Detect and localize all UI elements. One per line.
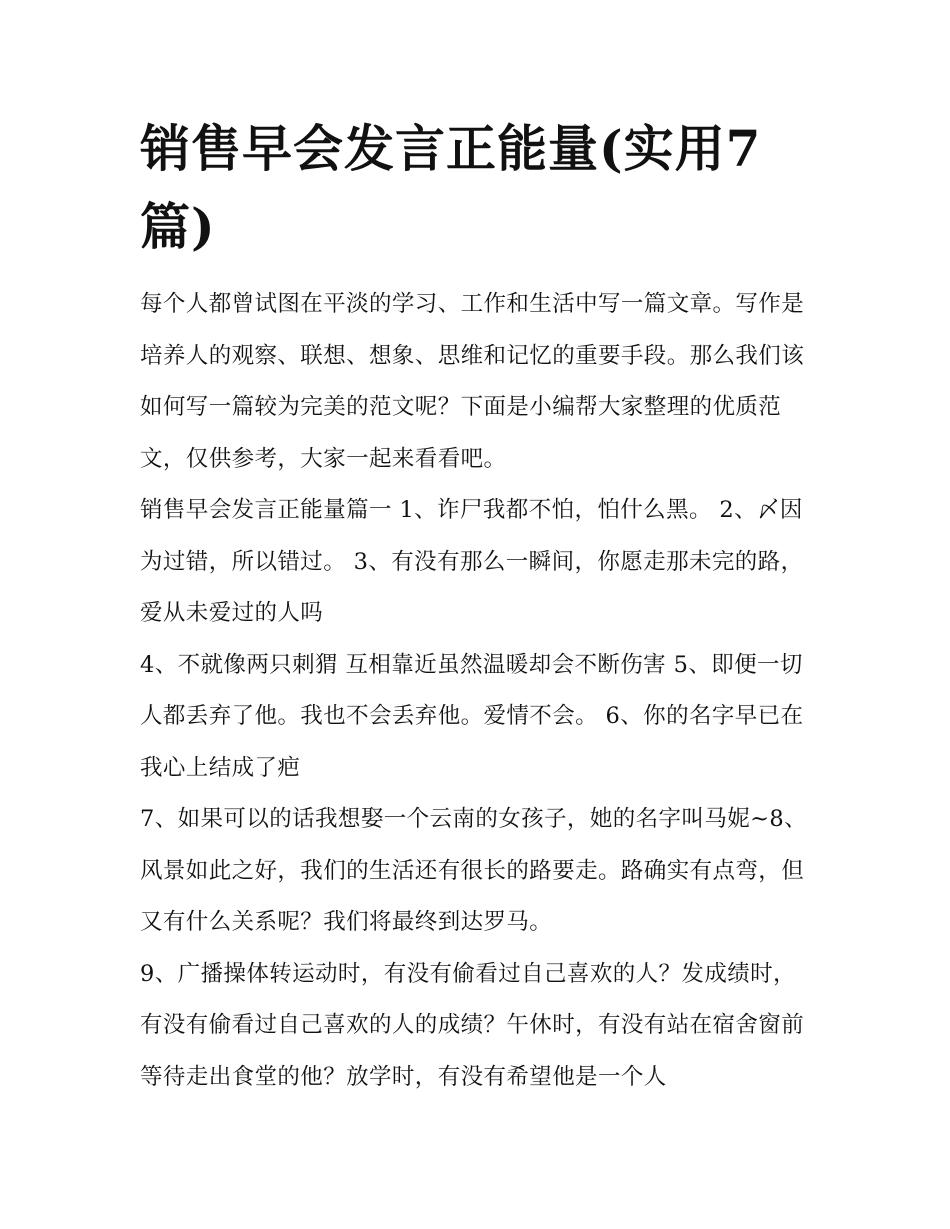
- body-paragraph: 4、不就像两只刺猬 互相靠近虽然温暖却会不断伤害 5、即便一切人都丢弃了他。我也不会丢弃他。爱情不会。 6、你的名字早已在我心上结成了疤: [140, 651, 804, 781]
- body-paragraph: 7、如果可以的话我想娶一个云南的女孩子，她的名字叫马妮~8、风景如此之好，我们的生活还有很长的路要走。路确实有点弯，但又有什么关系呢？我们将最终到达罗马。: [140, 806, 807, 935]
- body-paragraph: 销售早会发言正能量篇一 1、诈尸我都不怕，怕什么黑。 2、〆因为过错，所以错过。 3、有没有那么一瞬间，你愿走那未完的路，爱从未爱过的人吗: [140, 497, 804, 626]
- intro-paragraph: 每个人都曾试图在平淡的学习、工作和生活中写一篇文章。写作是培养人的观察、联想、想象、思维和记忆的重要手段。那么我们该如何写一篇较为完美的范文呢？下面是小编帮大家整理的优质范文，仅供参考，大家一起来看看吧。: [140, 291, 805, 472]
- document-title: 销售早会发言正能量(实用7篇): [140, 119, 762, 256]
- document-body: [140, 279, 812, 1103]
- body-paragraph: 9、广播操体转运动时，有没有偷看过自己喜欢的人？发成绩时，有没有偷看过自己喜欢的人的成绩？午休时，有没有站在宿舍窗前等待走出食堂的他？放学时，有没有希望他是一个人: [140, 960, 805, 1090]
